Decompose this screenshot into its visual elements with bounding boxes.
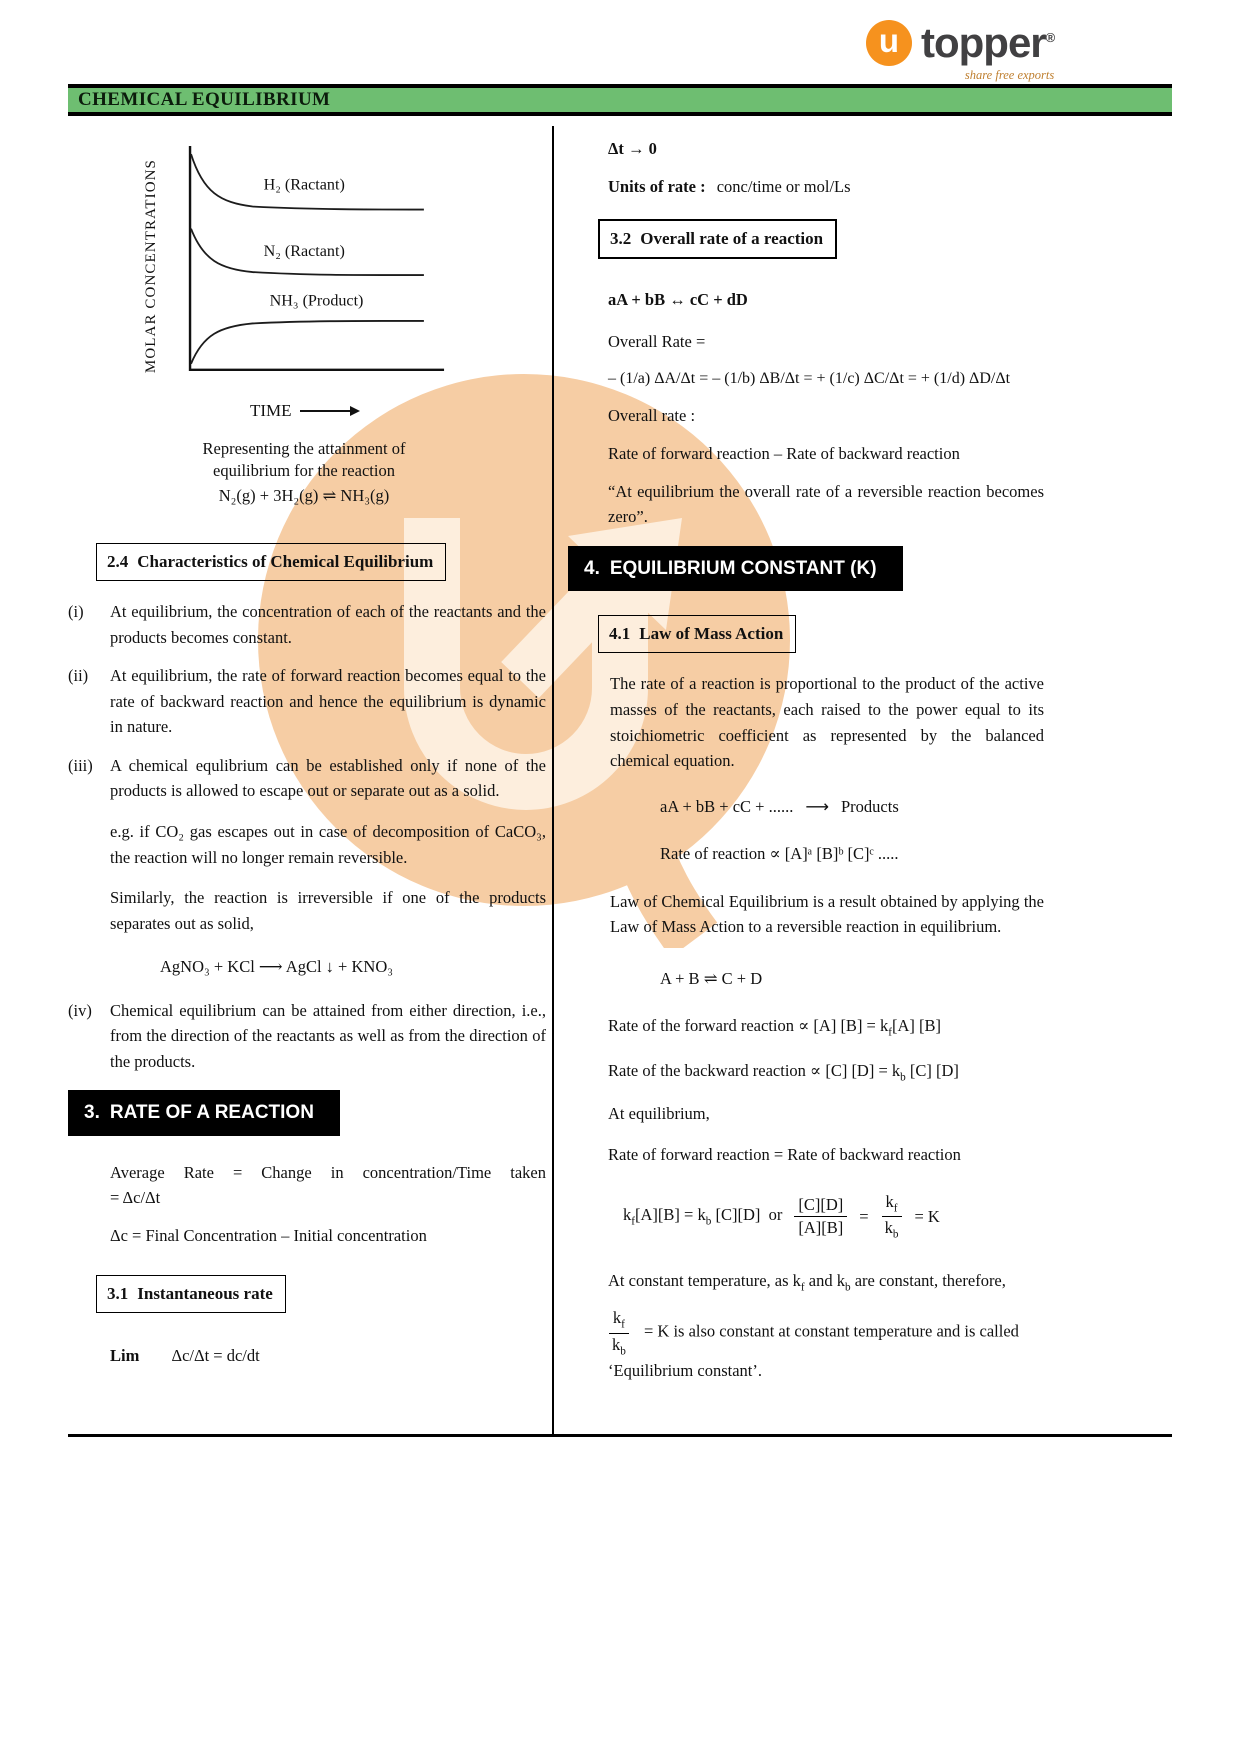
general-reaction-equation xyxy=(660,794,1048,820)
section-4-1-heading-box xyxy=(598,615,796,653)
rate-constant-fraction xyxy=(881,1192,903,1242)
list-item xyxy=(68,663,546,740)
section-2-4-title: Characteristics of Chemical Equilibrium xyxy=(137,551,434,571)
list-item xyxy=(68,599,546,650)
average-rate-paragraph xyxy=(110,1160,546,1211)
rate-proportionality-equation: Rate of reaction ∝ [A]ᵃ [B]ᵇ [C]ᶜ ..... xyxy=(660,844,899,864)
instantaneous-rate-line xyxy=(110,1343,546,1369)
concentration-fraction xyxy=(794,1195,847,1239)
left-column xyxy=(68,126,546,1368)
section-3-heading-bar xyxy=(68,1090,340,1135)
kf-kb-fraction xyxy=(608,1308,630,1358)
section-2-4-heading-box xyxy=(96,543,446,581)
units-value: conc/time or mol/Ls xyxy=(716,176,851,196)
section-3-2-number: 3.2 xyxy=(610,229,632,249)
average-rate-line-1: Average Rate = Change in concentration/Time taken xyxy=(110,1162,546,1182)
list-item xyxy=(68,998,546,1075)
law-of-mass-action-paragraph: The rate of a reaction is proportional to the product of the active masses of the reactants, each raised to the power equal to its stoichiometric coefficient as represented by the balanced chemical equation. xyxy=(610,674,1044,771)
logo-wordmark xyxy=(921,19,1055,66)
item-number: (i) xyxy=(68,602,84,621)
logo-tagline: share free exports xyxy=(964,68,1055,82)
logo-u-icon: u xyxy=(866,20,912,66)
section-4-1-number: 4.1 xyxy=(609,624,631,644)
item-number: (iii) xyxy=(68,755,93,775)
fraction-numerator: $k_f$ xyxy=(882,1192,902,1217)
ab-cd-equilibrium-equation: A + B ⇌ C + D xyxy=(660,968,763,988)
brand-logo-row xyxy=(866,20,1054,66)
fraction-numerator: $k_f$ xyxy=(609,1308,629,1333)
keq-rhs: = K xyxy=(914,1206,940,1226)
chapter-title: CHEMICAL EQUILIBRIUM xyxy=(78,89,331,110)
nh3-curve-label: NH₃ (Product) xyxy=(269,292,364,310)
overall-rate-label-2: Overall rate : xyxy=(608,406,696,426)
equilibrium-constant-equation xyxy=(623,1192,1048,1242)
list-item xyxy=(68,753,546,804)
x-axis-label xyxy=(250,398,546,424)
equilibrium-quote: “At equilibrium the overall rate of a reversible reaction becomes zero”. xyxy=(608,481,1044,527)
general-reaction-lhs: aA + bB + cC + ...... xyxy=(660,796,794,816)
section-3-2-title: Overall rate of a reaction xyxy=(640,229,824,249)
delta-t-limit-line: Δt → 0 xyxy=(608,139,657,158)
item-text: A chemical equlibrium can be established only if none of the products is allowed to escape out or separate out as a solid. xyxy=(110,755,546,801)
general-reversible-reaction: aA + bB ↔ cC + dD xyxy=(608,290,748,310)
units-label: Units of rate : xyxy=(608,176,706,196)
item-text: At equilibrium, the rate of forward reaction becomes equal to the rate of backward reaction and hence the equilibrium is dynamic in nature. xyxy=(110,666,546,737)
item-number: (iv) xyxy=(68,1000,92,1020)
chapter-header-bar xyxy=(68,84,1172,116)
precipitation-equation: AgNO₃ + KCl ⟶ AgCl ↓ + KNO₃ xyxy=(160,957,393,977)
average-rate-line-2: = Δc/Δt xyxy=(110,1188,161,1208)
overall-rate-label: Overall Rate = xyxy=(608,332,706,352)
overall-rate-equation: – (1/a) ΔA/Δt = – (1/b) ΔB/Δt = + (1/c) ΔC/Δt = + (1/d) ΔD/Δt xyxy=(608,369,1011,387)
time-text: TIME xyxy=(250,401,292,420)
n2-curve-label: N₂ (Ractant) xyxy=(263,242,346,260)
equilibrium-graph-figure xyxy=(68,140,546,507)
fraction-denominator: [A][B] xyxy=(798,1218,844,1238)
fraction-denominator: $k_b$ xyxy=(612,1334,626,1357)
fraction-numerator: [C][D] xyxy=(794,1195,847,1218)
nh3-curve xyxy=(191,321,424,364)
example-paragraph: e.g. if CO₂ gas escapes out in case of decomposition of CaCO₃, the reaction will no longer remain reversible. xyxy=(110,821,546,867)
h2-curve-label: H₂ (Ractant) xyxy=(263,176,346,194)
section-3-1-title: Instantaneous rate xyxy=(137,1283,273,1303)
section-3-2-heading-box xyxy=(598,219,837,259)
forward-rate-line: Rate of the forward reaction ∝ [A] $[B] = k_f[A]$ [B] xyxy=(608,1016,942,1039)
brand-logo xyxy=(866,20,1054,83)
registered-trademark-symbol: ® xyxy=(1045,30,1055,45)
column-divider xyxy=(552,126,554,1434)
section-3-1-heading-box xyxy=(96,1275,286,1313)
y-axis-label: MOLAR CONCENTRATIONS xyxy=(143,158,159,374)
units-of-rate-line xyxy=(608,174,1048,200)
concentration-time-graph xyxy=(166,140,456,392)
item-number: (ii) xyxy=(68,666,89,686)
section-3-number: 3. xyxy=(84,1102,100,1124)
definition-text: = K is also constant at constant temperature and is called ‘Equilibrium constant’. xyxy=(608,1321,1019,1380)
logo-wordmark-text: topper xyxy=(921,19,1046,66)
lim-label: Lim xyxy=(110,1345,140,1365)
figure-caption xyxy=(134,438,474,506)
item-text: Chemical equilibrium can be attained from either direction, i.e., from the direction of the reactants as well as from the direction of the products. xyxy=(110,1000,546,1071)
general-reaction-rhs: Products xyxy=(841,796,899,816)
backward-rate-line: Rate of the backward reaction ∝ [C] $[D] = k_b$ [C] [D] xyxy=(608,1061,959,1084)
footer-rule xyxy=(68,1434,1172,1437)
right-column xyxy=(568,132,1048,1383)
at-equilibrium-line: At equilibrium, xyxy=(608,1103,710,1123)
rate-difference-line: Rate of forward reaction – Rate of backward reaction xyxy=(608,443,960,463)
section-4-title: EQUILIBRIUM CONSTANT (K) xyxy=(609,557,877,579)
caption-line-1: Representing the attainment of xyxy=(202,439,406,459)
section-4-heading-bar xyxy=(568,546,903,591)
right-arrow-icon xyxy=(300,410,358,412)
section-3-title: RATE OF A REACTION xyxy=(109,1102,314,1124)
fraction-denominator: $k_b$ xyxy=(884,1218,899,1241)
section-2-4-number: 2.4 xyxy=(107,551,129,571)
graph-row xyxy=(140,140,546,392)
caption-equation: N₂(g) + 3H₂(g) ⇌ NH₃(g) xyxy=(218,486,390,506)
similarly-paragraph: Similarly, the reaction is irreversible if one of the products separates out as solid, xyxy=(110,888,546,933)
rate-equality-line: Rate of forward reaction = Rate of backward reaction xyxy=(608,1145,961,1165)
equals-sign: = xyxy=(859,1206,869,1226)
lim-expression: Δc/Δt = dc/dt xyxy=(171,1345,260,1365)
caption-line-2: equilibrium for the reaction xyxy=(213,460,395,480)
characteristics-list xyxy=(68,599,546,1074)
delta-c-definition: Δc = Final Concentration – Initial concentration xyxy=(110,1226,427,1245)
equilibrium-constant-definition xyxy=(608,1308,1044,1383)
section-4-1-title: Law of Mass Action xyxy=(639,624,784,644)
reaction-arrow-icon: ⟶ xyxy=(805,796,829,816)
law-of-chemical-equilibrium-paragraph: Law of Chemical Equilibrium is a result obtained by applying the Law of Mass Action to a reversible reaction in equilibrium. xyxy=(610,891,1044,937)
keq-lhs: $k_f[A][B] = k_b$ [C][D] or xyxy=(623,1205,783,1228)
section-4-number: 4. xyxy=(584,557,600,579)
item-text: At equilibrium, the concentration of each of the reactants and the products becomes constant. xyxy=(110,602,546,647)
section-3-1-number: 3.1 xyxy=(107,1283,129,1303)
constant-temperature-paragraph: At constant temperature, as $k_f$ and $k_b$ are constant, therefore, xyxy=(608,1270,1006,1293)
